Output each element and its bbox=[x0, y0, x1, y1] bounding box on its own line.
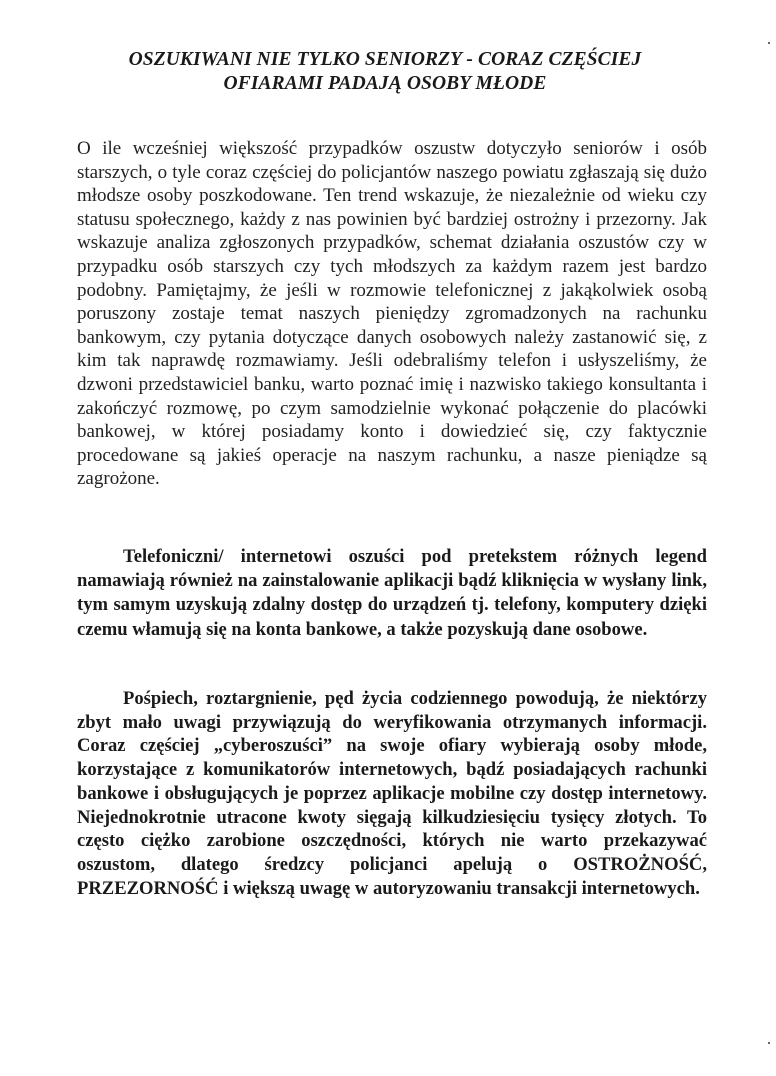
title-line-1: OSZUKIWANI NIE TYLKO SENIORZY - CORAZ CZĘŚCIEJ bbox=[128, 49, 642, 70]
emphasis-ostroznosc: OSTROŻNOŚĆ, bbox=[573, 853, 707, 875]
paragraph-3-text-before: Pośpiech, roztargnienie, pęd życia codziennego powodują, że niektórzy zbyt mało uwagi przywiązują do weryfikowania otrzymanych informacji. Coraz częściej „cyberoszuści” na swoje ofiary wybierają osoby młode, korzystające z komunikatorów internetowych, bądź posiadających rachunki bankowe i obsługujących je poprzez aplikacje mobilne czy dostęp internetowy. Niejednokrotnie utracone kwoty sięgają kilkudziesięciu tysięcy złotych. To często ciężko zarobione oszczędności, których nie warto przekazywać oszustom, dlatego średzcy policjanci apelują o bbox=[77, 688, 707, 875]
paragraph-3 bbox=[77, 687, 707, 900]
paragraph-1: O ile wcześniej większość przypadków oszustw dotyczyło seniorów i osób starszych, o tyle coraz częściej do policjantów naszego powiatu zgłaszają się dużo młodsze osoby poszkodowane. Ten trend wskazuje, że niezależnie od wieku czy statusu społecznego, każdy z nas powinien być bardziej ostrożny i przezorny. Jak wskazuje analiza zgłoszonych przypadków, schemat działania oszustów czy w przypadku osób starszych czy tych młodszych za każdym razem jest bardzo podobny. Pamiętajmy, że jeśli w rozmowie telefonicznej z jakąkolwiek osobą poruszony zostaje temat naszych pieniędzy zgromadzonych na rachunku bankowym, czy pytania dotyczące danych osobowych należy zastanowić się, z kim tak naprawdę rozmawiamy. Jeśli odebraliśmy telefon i usłyszeliśmy, że dzwoni przedstawiciel banku, warto poznać imię i nazwisko takiego konsultanta i zakończyć rozmowę, po czym samodzielnie wykonać połączenie do placówki bankowej, w której posiadamy konto i dowiedzieć się, czy faktycznie procedowane są jakieś operacje na naszym rachunku, a nasze pieniądze są zagrożone. bbox=[77, 138, 707, 490]
page-title bbox=[60, 48, 710, 96]
title-line-2: OFIARAMI PADAJĄ OSOBY MŁODE bbox=[223, 73, 547, 94]
paragraph-3-text-after: i większą uwagę w autoryzowaniu transakcji internetowych. bbox=[218, 877, 700, 899]
paragraph-2: Telefoniczni/ internetowi oszuści pod pretekstem różnych legend namawiają również na zainstalowanie aplikacji bądź kliknięcia w wysłany link, tym samym uzyskują zdalny dostęp do urządzeń tj. telefony, komputery dzięki czemu włamują się na konta bankowe, a także pozyskują dane osobowe. bbox=[77, 546, 707, 640]
scan-speck bbox=[768, 42, 770, 44]
emphasis-przezornosc: PRZEZORNOŚĆ bbox=[77, 877, 219, 899]
scan-speck bbox=[768, 1042, 770, 1044]
